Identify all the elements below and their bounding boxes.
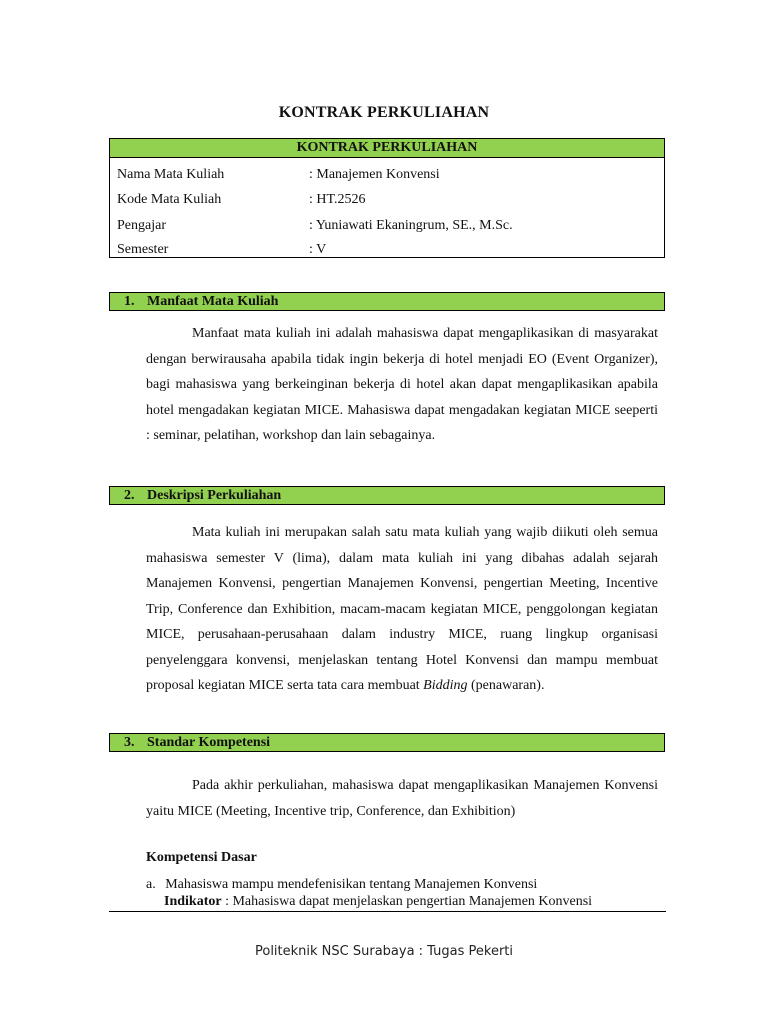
- info-label: Nama Mata Kuliah: [117, 167, 225, 182]
- info-row-pengajar: [117, 216, 657, 236]
- footer-divider: [109, 911, 666, 912]
- section-title: Manfaat Mata Kuliah: [147, 294, 279, 309]
- info-label: Semester: [117, 242, 169, 257]
- page-title: KONTRAK PERKULIAHAN: [278, 104, 490, 121]
- list-marker: a.: [146, 877, 156, 892]
- indikator-label: Indikator: [164, 894, 222, 909]
- section-title: Deskripsi Perkuliahan: [147, 488, 282, 503]
- deskripsi-text: Mata kuliah ini merupakan salah satu mata kuliah yang wajib diikuti oleh semua mahasiswa semester V (lima), dalam mata kuliah ini yang dibahas adalah sejarah Manajemen Konvensi, pengertian Manajemen Konvensi, pengertian Meeting, Incentive Trip, Conference dan Exhibition, macam-macam kegiatan MICE, penggolongan kegiatan MICE, perusahaan-perusahaan dalam industry MICE, ruang lingkup organisasi penyelenggara konvensi, menjelaskan tentang Hotel Konvensi dan mampu membuat proposal kegiatan MICE serta tata cara membuat: [146, 525, 658, 693]
- section-number: 3.: [124, 735, 135, 750]
- info-value: : V: [309, 242, 327, 257]
- bidding-term: Bidding: [423, 678, 468, 693]
- section-header-deskripsi: [109, 486, 665, 505]
- info-table: [109, 138, 665, 258]
- kompetensi-item: [146, 877, 537, 893]
- indikator-line: [164, 894, 592, 910]
- page-footer: Politeknik NSC Surabaya : Tugas Pekerti: [254, 944, 514, 959]
- section-body-deskripsi: [146, 520, 658, 699]
- info-value: : HT.2526: [309, 192, 366, 207]
- section-title: Standar Kompetensi: [147, 735, 271, 750]
- info-row-kode: [117, 190, 657, 210]
- info-label: Kode Mata Kuliah: [117, 192, 222, 207]
- info-row-nama: [117, 165, 657, 185]
- section-body-standar: Pada akhir perkuliahan, mahasiswa dapat mengaplikasikan Manajemen Konvensi yaitu MICE (Meeting, Incentive trip, Conference, dan Exhibition): [146, 778, 658, 819]
- section-header-manfaat: [109, 292, 665, 311]
- indikator-text: : Mahasiswa dapat menjelaskan pengertian Manajemen Konvensi: [221, 894, 593, 909]
- kompetensi-item-text: Mahasiswa mampu mendefenisikan tentang Manajemen Konvensi: [165, 877, 538, 892]
- section-number: 2.: [124, 488, 135, 503]
- kompetensi-heading: Kompetensi Dasar: [146, 850, 257, 865]
- info-row-semester: [117, 240, 657, 260]
- section-number: 1.: [124, 294, 135, 309]
- info-value: : Yuniawati Ekaningrum, SE., M.Sc.: [309, 218, 513, 233]
- info-table-header: KONTRAK PERKULIAHAN: [110, 139, 664, 158]
- section-header-standar: [109, 733, 665, 752]
- section-body-manfaat: Manfaat mata kuliah ini adalah mahasiswa dapat mengaplikasikan di masyarakat dengan berwirausaha apabila tidak ingin bekerja di hotel menjadi EO (Event Organizer), bagi mahasiswa yang berkeinginan bekerja di hotel akan dapat mengaplikasikan apabila hotel mengadakan kegiatan MICE. Mahasiswa dapat mengadakan kegiatan MICE seeperti : seminar, pelatihan, workshop dan lain sebagainya.: [146, 326, 658, 443]
- deskripsi-text-end: (penawaran).: [467, 678, 545, 693]
- info-value: : Manajemen Konvensi: [309, 167, 440, 182]
- info-label: Pengajar: [117, 218, 166, 233]
